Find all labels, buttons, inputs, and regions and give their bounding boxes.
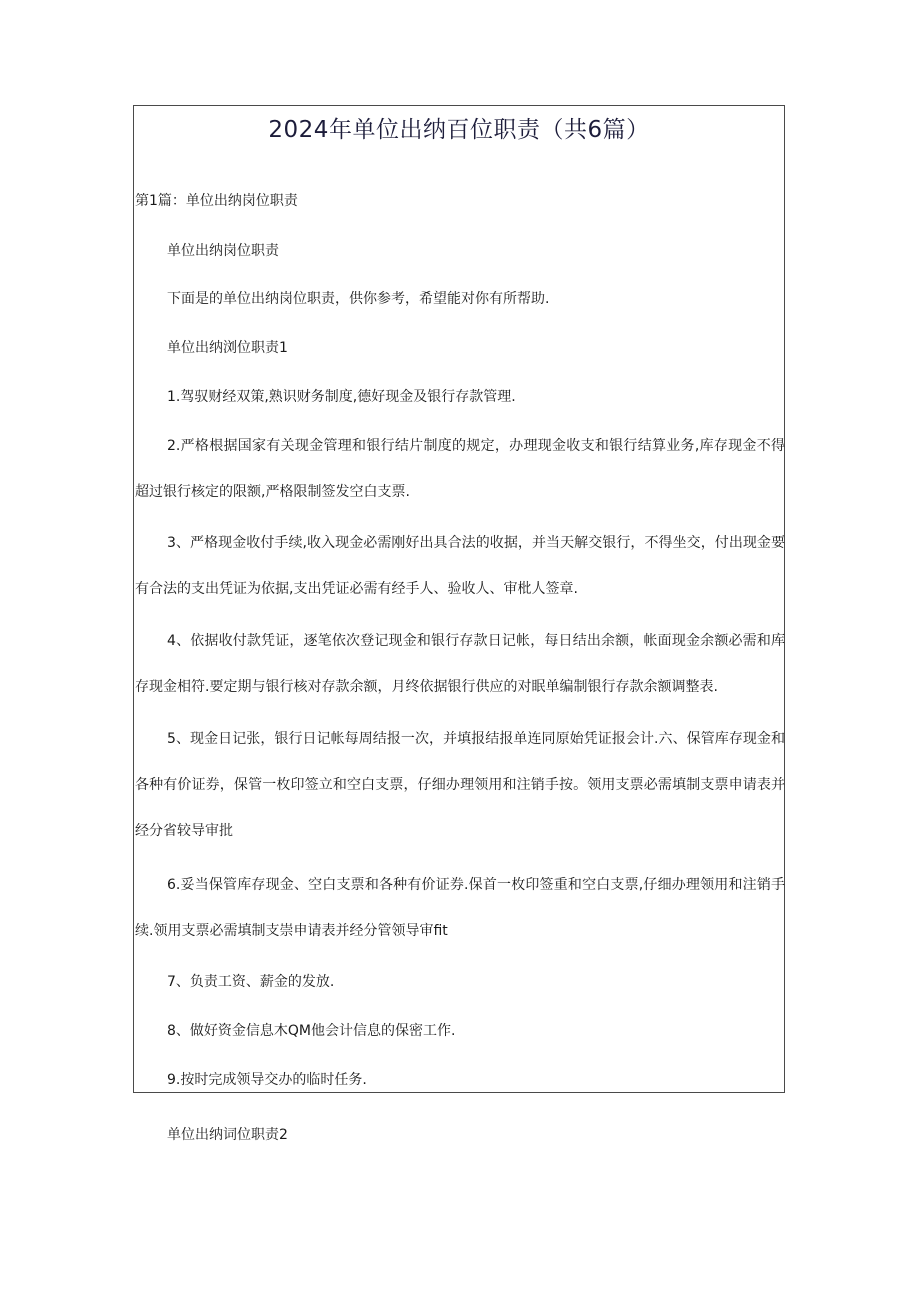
duty-item-1: 1.驾驭财经双策,熟识财务制度,德好现金及银行存款管理.	[167, 389, 516, 405]
paragraph-subtitle: 单位出纳岗位职责	[167, 243, 279, 259]
duty-item-8: 8、做好资金信息木QM他会计信息的保密工作.	[167, 1023, 456, 1039]
section-heading: 第1篇：单位出纳岗位职责	[135, 193, 298, 209]
duty-item-7: 7、负责工资、薪金的发放.	[167, 974, 335, 990]
paragraph-heading-1: 单位出纳浏位职责1	[167, 340, 288, 356]
duty-item-4: 4、依据收付款凭证，逐笔依次登记现金和银行存款日记帐，每日结出余额，帐面现金余额必需和库存现金相符.要定期与银行核对存款余额，月终依据银行供应的对眠单编制银行存款余额调整表.	[135, 633, 785, 695]
duty-item-2: 2.严格根据国家有关现金管理和银行结片制度的规定，办理现金收支和银行结算业务,库存现金不得超过银行核定的限额,严格限制签发空白支票.	[135, 438, 785, 500]
duty-item-9: 9.按时完成领导交办的临时任务.	[167, 1072, 367, 1088]
duty-item-3: 3、严格现金收付手续,收入现金必需刚好出具合法的收据，并当天解交银行，不得坐交，付出现金要有合法的支出凭证为依据,支出凭证必需有经手人、验收人、审枇人签章.	[135, 535, 785, 597]
duty-item-6: 6.妥当保管库存现金、空白支票和各种有价证券.保首一枚印签重和空白支票,仔细办理领用和注销手续.领用支票必需填制支崇申请表并经分管领导审fit	[135, 877, 785, 939]
paragraph-intro: 下面是的单位出纳岗位职责，供你参考，希望能对你有所帮助.	[167, 291, 550, 307]
duty-item-5: 5、现金日记张，银行日记帐每周结报一次，并填报结报单连同原始凭证报会计.六、保管库存现金和各种有价证券，保管一枚印签立和空白支票，仔细办理领用和注销手按。领用支票必需填制支票申请表并经分省较导审批	[135, 731, 785, 839]
next-section-heading: 单位出纳词位职责2	[167, 1127, 288, 1143]
document-title: 2024年单位出纳百位职责（共6篇）	[268, 117, 650, 143]
